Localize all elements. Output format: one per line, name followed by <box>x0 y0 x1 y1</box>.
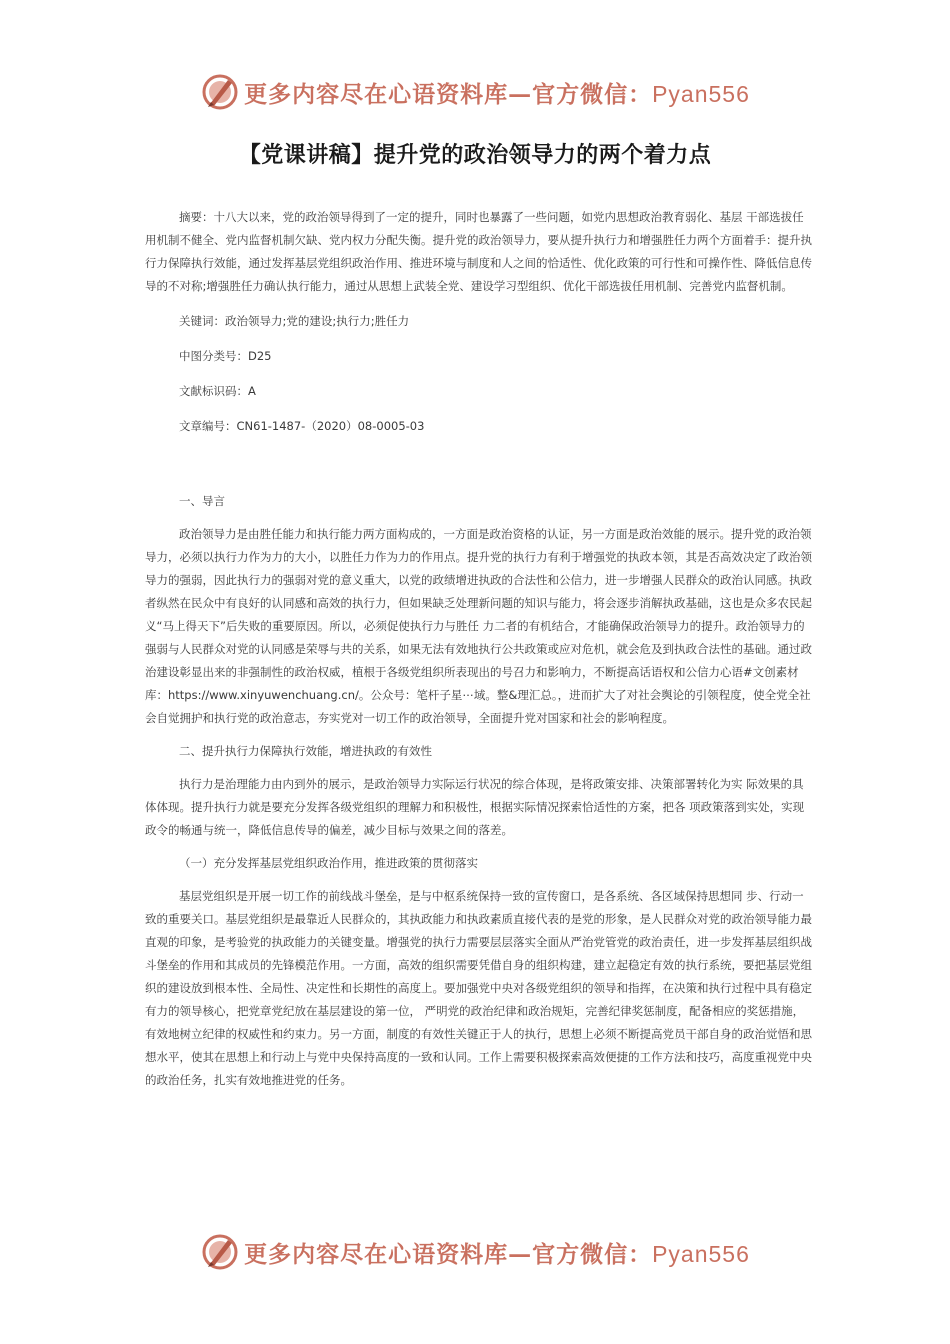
banner-text: 更多内容尽在心语资料库—官方微信：Pyan556 <box>244 1240 750 1268</box>
wechat-id: Pyan556 <box>652 80 750 107</box>
document-body <box>145 206 815 1092</box>
section-heading-2: 二、提升执行力保障执行效能，增进执政的有效性 <box>179 744 432 758</box>
pen-logo-icon <box>200 1232 240 1272</box>
document-code: 文献标识码：A <box>179 384 256 398</box>
subsection-paragraph-1: 基层党组织是开展一切工作的前线战斗堡垒，是与中枢系统保持一致的宣传窗口，是各系统、各区域保持思想同 步、行动一致的重要关口。基层党组织是最靠近人民群众的，其执政能力和执政素质直接代表的是党的形象，是人民群众对党的政治领导能力最直观的印象，是考验党的执政能力的关键变量。增强党的执行力需要层层落实全面从严治党管党的政治责任，进一步发挥基层组织战斗堡垒的作用和其成员的先锋模范作用。一方面，高效的组织需要凭借自身的组织构建，建立起稳定有效的执行系统，要把基层党组织的建设放到根本性、全局性、决定性和长期性的高度上。要加强党中央对各级党组织的领导和指挥，在决策和执行过程中具有稳定有力的领导核心，把党章党纪放在基层建设的第一位， 严明党的政治纪律和政治规矩，完善纪律奖惩制度，配备相应的奖惩措施，有效地树立纪律的权威性和约束力。另一方面，制度的有效性关键正于人的执行，思想上必须不断提高党员干部自身的政治觉悟和思想水平，使其在思想上和行动上与党中央保持高度的一致和认同。工作上需要积极探索高效便捷的工作方法和技巧，高度重视党中央的政治任务，扎实有效地推进党的任务。 <box>145 889 812 1087</box>
article-number: 文章编号：CN61-1487-（2020）08-0005-03 <box>179 419 425 433</box>
pen-logo-icon <box>200 72 240 112</box>
footer-banner <box>0 1232 950 1272</box>
clc-number: 中图分类号：D25 <box>179 349 272 363</box>
section-heading-1: 一、导言 <box>179 494 225 508</box>
subsection-heading-1: （一）充分发挥基层党组织政治作用，推进政策的贯彻落实 <box>179 856 478 870</box>
wechat-id: Pyan556 <box>652 1240 750 1267</box>
header-banner <box>0 72 950 112</box>
section-paragraph-2: 执行力是治理能力由内到外的展示，是政治领导力实际运行状况的综合体现，是将政策安排、决策部署转化为实 际效果的具体体现。提升执行力就是要充分发挥各级党组织的理解力和积极性，根据实际情况探索恰适性的方案，把各 项政策落到实处，实现政令的畅通与统一，降低信息传导的偏差，减少目标与效果之间的落差。 <box>145 777 805 837</box>
keywords: 关键词：政治领导力;党的建设;执行力;胜任力 <box>179 314 410 328</box>
page-title: 【党课讲稿】提升党的政治领导力的两个着力点 <box>238 143 712 168</box>
abstract: 摘要：十八大以来，党的政治领导得到了一定的提升，同时也暴露了一些问题，如党内思想政治教育弱化、基层 干部选拔任用机制不健全、党内监督机制欠缺、党内权力分配失衡。提升党的政治领导力，要从提升执行力和增强胜任力两个方面着手：提升执行力保障执行效能，通过发挥基层党组织政治作用、推进环境与制度和人之间的恰适性、优化政策的可行性和可操作性、降低信息传导的不对称;增强胜任力确认执行能力，通过从思想上武装全党、建设学习型组织、优化干部选拔任用机制、完善党内监督机制。 <box>145 210 812 293</box>
section-paragraph-1: 政治领导力是由胜任能力和执行能力两方面构成的，一方面是政治资格的认证，另一方面是政治效能的展示。提升党的政治领导力，必须以执行力作为力的大小，以胜任力作为力的作用点。提升党的执行力有利于增强党的执政本领，其是否高效决定了政治领导力的强弱，因此执行力的强弱对党的意义重大，以党的政绩增进执政的合法性和公信力，进一步增强人民群众的政治认同感。执政者纵然在民众中有良好的认同感和高效的执行力，但如果缺乏处理新问题的知识与能力，将会逐步消解执政基础，这也是众多农民起义“马上得天下”后失败的重要原因。所以，必须促使执行力与胜任 力二者的有机结合，才能确保政治领导力的提升。政治领导力的强弱与人民群众对党的认同感是荣辱与共的关系，如果无法有效地执行公共政策或应对危机，就会危及到执政合法性的基础。通过政治建设彰显出来的非强制性的政治权威，植根于各级党组织所表现出的号召力和影响力，不断提高话语权和公信力心语#文创素材库：https://www.xinyuwenchuang.cn/。公众号：笔杆子星⋯域。整&理汇总。，进而扩大了对社会舆论的引领程度，使全党全社会自觉拥护和执行党的政治意志，夯实党对一切工作的政治领导，全面提升党对国家和社会的影响程度。 <box>145 527 812 725</box>
banner-text: 更多内容尽在心语资料库—官方微信：Pyan556 <box>244 80 750 108</box>
